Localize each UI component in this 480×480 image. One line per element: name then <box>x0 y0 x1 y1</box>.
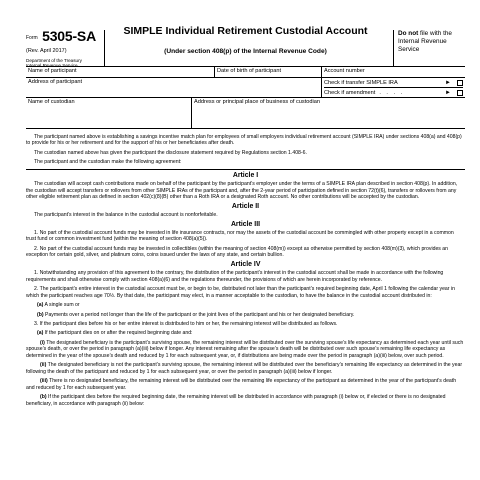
article-iv-paragraph-1: 1. Notwithstanding any provision of this agreement to the contrary, the distribution of the participant’s interest in the custodial account shall be made in accordance with the following requirements and shall otherwise comply with section 408(a)(6) and the regulations thereunder, the provisions of which are herein incorporated by reference. <box>26 270 444 283</box>
field-row-custodian <box>26 98 465 129</box>
article-iv-item-3b: (b) If the participant dies before the required beginning date, the remaining interest will be distributed in accordance with paragraph (i) below or, if elected or there is no designated beneficiary, in accordance with paragraph (ii) below: <box>26 394 446 407</box>
account-number-field[interactable] <box>321 67 465 77</box>
article-i-text: The custodian will accept cash contributions made on behalf of the participant by the participant’s employer under the terms of a SIMPLE IRA plan described in section 408(p). In addition, the custodian will accept transfers or rollovers from other SIMPLE IRAs of the participant and, after the 2-year period of participation defined in section 72(t)(6), transfers or rollovers from any other eligible retirement plan as defined in section 402(c)(8)(B) other than a Roth IRA or a designated Roth account. No other contributions will be accepted by the custodian. <box>26 181 458 201</box>
field-row-participant <box>26 67 465 78</box>
article-iv-item-3a-i: (i) The designated beneficiary is the participant’s surviving spouse, the remaining interest will be distributed over the surviving spouse’s life expectancy as determined each year until such spouse’s death, or over the period in paragraph (a)(iii) below if longer. Any interest remaining after the spouse’s death will be distributed over such spouse’s remaining life expectancy as determined in the year of the spouse’s death and reduced by 1 for each subsequent year, or, if distributions are being made over the period in paragraph (a)(iii) below, over such period. <box>26 339 464 359</box>
form-number: 5305-SA <box>42 28 96 44</box>
article-iii-paragraph-1: 1. No part of the custodial account funds may be invested in life insurance contracts, nor may the assets of the custodial account be commingled with other property except in a common trust fund or common investment fund (within the meaning of section 408(a)(5)). <box>26 229 454 243</box>
form-title: SIMPLE Individual Retirement Custodial Account <box>123 25 368 37</box>
leader-dots: . . . . <box>379 89 405 96</box>
article-ii-text: The participant’s interest in the balance in the custodial account is nonforfeitable. <box>34 212 218 219</box>
custodian-name-field[interactable] <box>26 98 191 128</box>
intro-paragraph: The participant named above is establishing a savings incentive match plan for employees of small employers individual retirement account (SIMPLE IRA) under sections 408(a) and 408(p) to provide for his or her retirement and for the support of his or her beneficiaries after death. <box>26 134 462 147</box>
amendment-check-label: Check if amendment <box>324 89 376 96</box>
notice-bold: Do not <box>398 30 419 37</box>
arrow-icon: ► <box>445 89 451 96</box>
service-name: Internal Revenue Service <box>26 63 78 69</box>
transfer-check-label: Check if transfer SIMPLE IRA <box>324 79 398 86</box>
account-number-label: Account number <box>324 68 365 74</box>
transfer-checkbox[interactable] <box>457 80 463 86</box>
check-boxes-cell <box>321 78 465 97</box>
agreement-body <box>26 134 465 407</box>
birth-date-field[interactable] <box>214 67 321 77</box>
transfer-check-row[interactable] <box>324 78 463 87</box>
form-header <box>26 0 465 67</box>
article-iv-heading: Article IV <box>230 260 261 268</box>
article-iv-item-2a: (a) A single sum or <box>37 302 80 309</box>
article-iv-paragraph-3: 3. If the participant dies before his or her entire interest is distributed to him or her, the remaining interest will be distributed as follows. <box>34 320 338 327</box>
article-iv-item-3a-iii: (iii) There is no designated beneficiary, the remaining interest will be distributed over the remaining life expectancy of the participant as determined in the year of the participant’s death and reduced by 1 for each subsequent year. <box>26 378 457 391</box>
form-subtitle: (Under section 408(p) of the Internal Revenue Code) <box>164 48 327 55</box>
article-iii-paragraph-2: 2. No part of the custodial account funds may be invested in collectibles (within the meaning of section 408(m)) except as otherwise permitted by section 408(m)(3), which provides an exception for certain gold, silver, and platinum coins, coins issued under the laws of any state, and certain bullion. <box>26 245 449 259</box>
custodian-name-label: Name of custodian <box>28 99 75 105</box>
intro-paragraph: The custodian named above has given the participant the disclosure statement required by Regulations section 1.408-6. <box>34 149 307 156</box>
field-row-address <box>26 78 465 98</box>
article-iv-item-3a: (a) If the participant dies on or after the required beginning date and: <box>37 330 193 337</box>
article-ii-heading: Article II <box>231 202 260 210</box>
custodian-address-label: Address or principal place of business of custodian <box>194 99 320 105</box>
participant-name-field[interactable] <box>26 67 214 77</box>
form-id-block <box>26 28 98 69</box>
article-iv-item-3a-ii: (ii) The designated beneficiary is not the participant’s surviving spouse, the remaining interest will be distributed over the beneficiary’s remaining life expectancy as determined in the year following the death of the participant and reduced by 1 for each subsequent year, or over the period in paragraph (a)(iii) below if longer. <box>26 362 463 375</box>
participant-address-field[interactable] <box>26 78 321 97</box>
article-iii-heading: Article III <box>230 220 261 228</box>
header-divider-left <box>104 30 105 66</box>
revision-date: (Rev. April 2017) <box>26 48 67 54</box>
arrow-icon: ► <box>445 79 451 86</box>
article-iv-item-2b: (b) Payments over a period not longer than the life of the participant or the joint lives of the participant and his or her designated beneficiary. <box>37 311 355 318</box>
form-word: Form <box>26 35 38 41</box>
filing-notice <box>393 30 465 66</box>
custodian-address-field[interactable] <box>191 98 465 128</box>
amendment-checkbox[interactable] <box>457 90 463 96</box>
department-name: Department of the Treasury <box>26 58 82 63</box>
intro-paragraph: The participant and the custodian make the following agreement: <box>34 159 182 166</box>
article-iv-paragraph-2: 2. The participant’s entire interest in the custodial account must be, or begin to be, distributed not later than the participant’s required beginning date, April 1 following the calendar year in which the participant reaches age 70½. By that date, the participant may elect, in a manner acceptable to the custodian, to have the balance in the custodial account distributed in: <box>26 286 455 299</box>
notice-text: file with the Internal Revenue Service <box>398 30 452 53</box>
amendment-check-row[interactable] <box>324 87 463 97</box>
birth-date-label: Date of birth of participant <box>217 68 282 74</box>
participant-address-label: Address of participant <box>28 79 83 85</box>
article-i-heading: Article I <box>232 171 259 179</box>
participant-name-label: Name of participant <box>28 68 77 74</box>
